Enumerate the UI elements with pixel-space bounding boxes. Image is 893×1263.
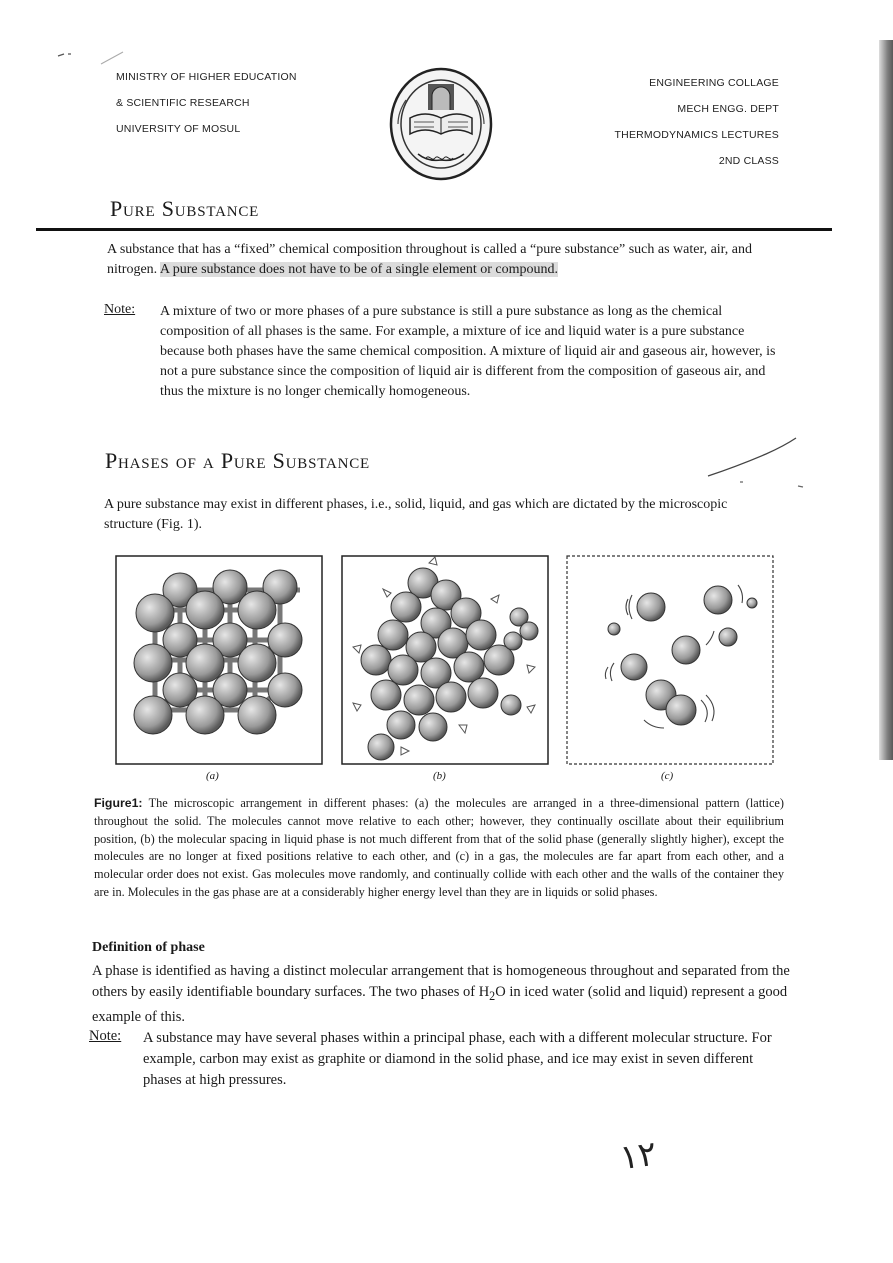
note-label-2: Note: bbox=[89, 1028, 122, 1044]
figure-caption-label: Figure1: bbox=[94, 796, 143, 810]
header-class: 2ND CLASS bbox=[718, 155, 779, 167]
figure-label-c: (c) bbox=[661, 770, 674, 782]
header-university: UNIVERSITY OF MOSUL bbox=[116, 123, 241, 135]
university-seal-logo bbox=[388, 66, 494, 182]
scanned-page-edge bbox=[879, 40, 893, 760]
figure-label-b: (b) bbox=[433, 770, 446, 782]
section-divider bbox=[36, 228, 832, 231]
definition-subscript: 2 bbox=[489, 988, 496, 1003]
figure-caption bbox=[94, 795, 784, 902]
figure-label-a: (a) bbox=[206, 770, 219, 782]
header-right bbox=[615, 70, 779, 174]
figure-caption-text: The microscopic arrangement in different phases: (a) the molecules are arranged in a three-dimensional pattern (lattice) throughout the solid. The molecules cannot move relative to each other; however, they continually oscillate about their equilibrium position, (b) the molecular spacing in liquid phase is not much different from that of the solid phase (generally slightly higher), except the molecules are no longer at fixed positions relative to each other, and (c) in a gas, the molecules are far apart from each other, and a molecular order does not exist. Gas molecules move randomly, and continually collide with each other and the walls of the container they are in. Molecules in the gas phase are at a considerably higher energy level than they are in liquids or solid phases. bbox=[94, 796, 784, 899]
definition-text-a: A phase is identified as having a distinct molecular arrangement that is homogeneous throughout and separated from the others by easily identifiable boundary surfaces. The two phases of H bbox=[92, 963, 790, 1000]
highlighted-sentence: A pure substance does not have to be of a single element or compound. bbox=[159, 262, 559, 277]
header-college: ENGINEERING COLLAGE bbox=[649, 77, 779, 89]
header-course: THERMODYNAMICS LECTURES bbox=[614, 129, 779, 141]
header-left bbox=[116, 64, 297, 142]
pen-scribble bbox=[700, 430, 810, 490]
figure-gas-molecules bbox=[566, 555, 774, 765]
definition-heading: Definition of phase bbox=[92, 940, 205, 955]
note-text-2: A substance may have several phases within a principal phase, each with a different molecular structure. For example, carbon may exist as graphite or diamond in the solid phase, and ice may exist in seven different phases at high pressures. bbox=[143, 1030, 772, 1088]
pure-substance-paragraph bbox=[107, 240, 787, 280]
definition-text-b: O in iced water (solid and liquid) represent a good example of this. bbox=[92, 984, 788, 1025]
pure-substance-text: A substance that has a “fixed” chemical composition throughout is called a “pure substance” such as water, air, and nitrogen. bbox=[107, 242, 752, 277]
phases-intro-paragraph: A pure substance may exist in different phases, i.e., solid, liquid, and gas which are dictated by the microscopic structure (Fig. 1). bbox=[104, 497, 728, 532]
header-research: & SCIENTIFIC RESEARCH bbox=[116, 97, 250, 109]
definition-paragraph bbox=[92, 961, 792, 1028]
figure-liquid-molecules bbox=[341, 555, 549, 765]
scan-mark bbox=[56, 44, 136, 74]
note-label-1: Note: bbox=[104, 302, 136, 317]
header-ministry: MINISTRY OF HIGHER EDUCATION bbox=[116, 71, 297, 83]
note-text-1: A mixture of two or more phases of a pure substance is still a pure substance as long as the chemical composition of all phases is the same. For example, a mixture of ice and liquid water is a pure substance because both phases have the same chemical composition. A mixture of liquid air and gaseous air, however, is not a pure substance since the composition of liquid air is different from the composition of gaseous air, and thus the mixture is no longer chemically homogeneous. bbox=[160, 304, 776, 399]
handwritten-page-number: ١٢ bbox=[617, 1133, 660, 1179]
header-department: MECH ENGG. DEPT bbox=[677, 103, 779, 115]
section-title-pure-substance: Pure Substance bbox=[110, 196, 260, 221]
section-title-phases: Phases of a Pure Substance bbox=[105, 448, 370, 473]
figure-solid-lattice bbox=[115, 555, 323, 765]
